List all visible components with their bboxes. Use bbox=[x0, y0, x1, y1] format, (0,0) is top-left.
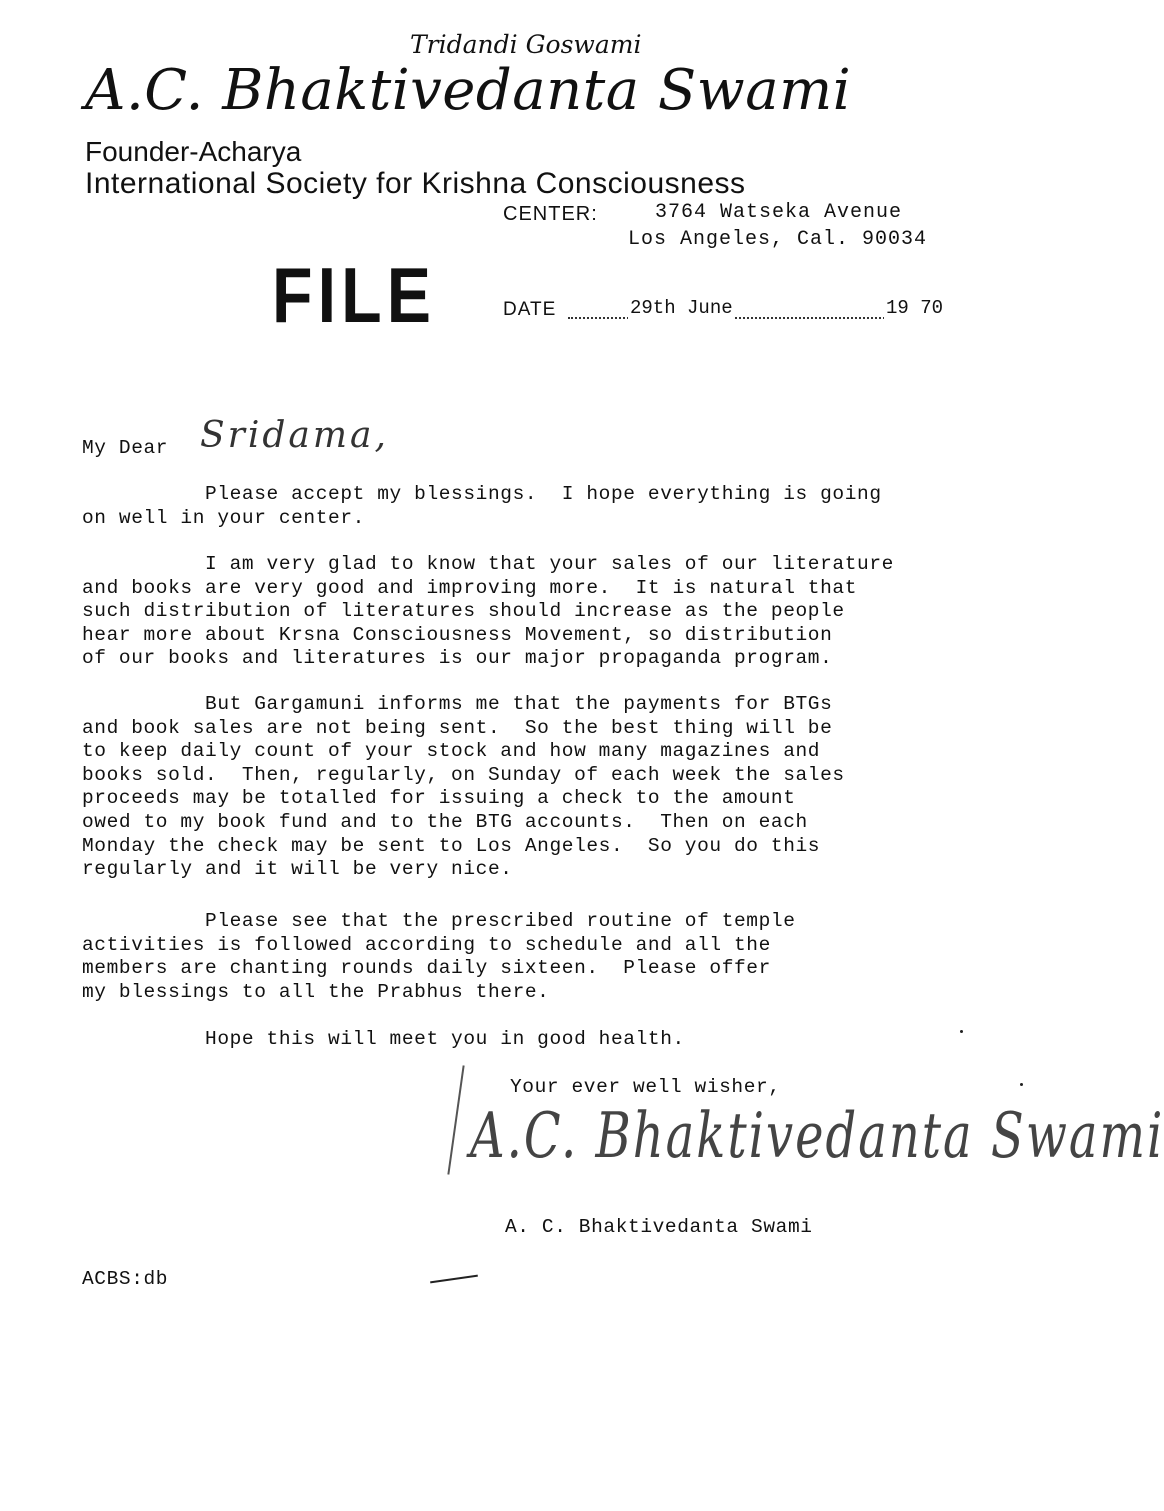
signature-handwritten: A.C. Bhaktivedanta Swami bbox=[470, 1100, 1164, 1173]
center-address-line1: 3764 Watseka Avenue bbox=[655, 201, 903, 224]
date-day-month: 29th June bbox=[630, 297, 733, 319]
recipient-handwritten: Sridama, bbox=[200, 415, 389, 456]
typed-name: A. C. Bhaktivedanta Swami bbox=[505, 1216, 813, 1238]
center-label: CENTER: bbox=[503, 203, 598, 225]
center-address-line2: Los Angeles, Cal. 90034 bbox=[628, 228, 928, 251]
date-label: DATE bbox=[503, 299, 557, 320]
ink-speck bbox=[960, 1030, 963, 1033]
letterhead-society: International Society for Krishna Consciousness bbox=[85, 167, 746, 200]
letterhead-title-line: Tridandi Goswami bbox=[410, 30, 642, 59]
salutation: My Dear bbox=[82, 437, 169, 459]
paragraph-3: But Gargamuni informs me that the payments for BTGs and book sales are not being sent. So the best thing will be to keep daily count of your stock and how many magazines and books sold. Then, regularly, on Sunday of each week the sales proceeds may be totalled for issuing a check to the amount owed to my book fund and to the BTG accounts. Then on each Monday the check may be sent to Los Angeles. So you do this regularly and it will be very nice. bbox=[82, 693, 845, 881]
pen-mark bbox=[430, 1275, 478, 1284]
paragraph-4: Please see that the prescribed routine of temple activities is followed according to schedule and all the members are chanting rounds daily sixteen. Please offer my blessings to all the Prabhus there. bbox=[82, 910, 796, 1003]
file-stamp: FILE bbox=[272, 251, 437, 339]
closing: Your ever well wisher, bbox=[510, 1076, 781, 1098]
letterhead-name: A.C. Bhaktivedanta Swami bbox=[85, 58, 852, 123]
reference-initials: ACBS:db bbox=[82, 1268, 169, 1290]
paragraph-5: Hope this will meet you in good health. bbox=[82, 1028, 685, 1050]
date-year: 19 70 bbox=[886, 297, 944, 319]
paragraph-1: Please accept my blessings. I hope everything is going on well in your center. bbox=[82, 483, 882, 529]
letterhead-role: Founder-Acharya bbox=[85, 136, 302, 167]
ink-speck bbox=[1020, 1083, 1023, 1086]
paragraph-2: I am very glad to know that your sales of our literature and books are very good and improving more. It is natural that such distribution of literatures should increase as the people hear more about Krsna Consciousness Movement, so distribution of our books and literatures is our major propaganda program. bbox=[82, 553, 894, 670]
signature-stroke bbox=[447, 1065, 464, 1174]
